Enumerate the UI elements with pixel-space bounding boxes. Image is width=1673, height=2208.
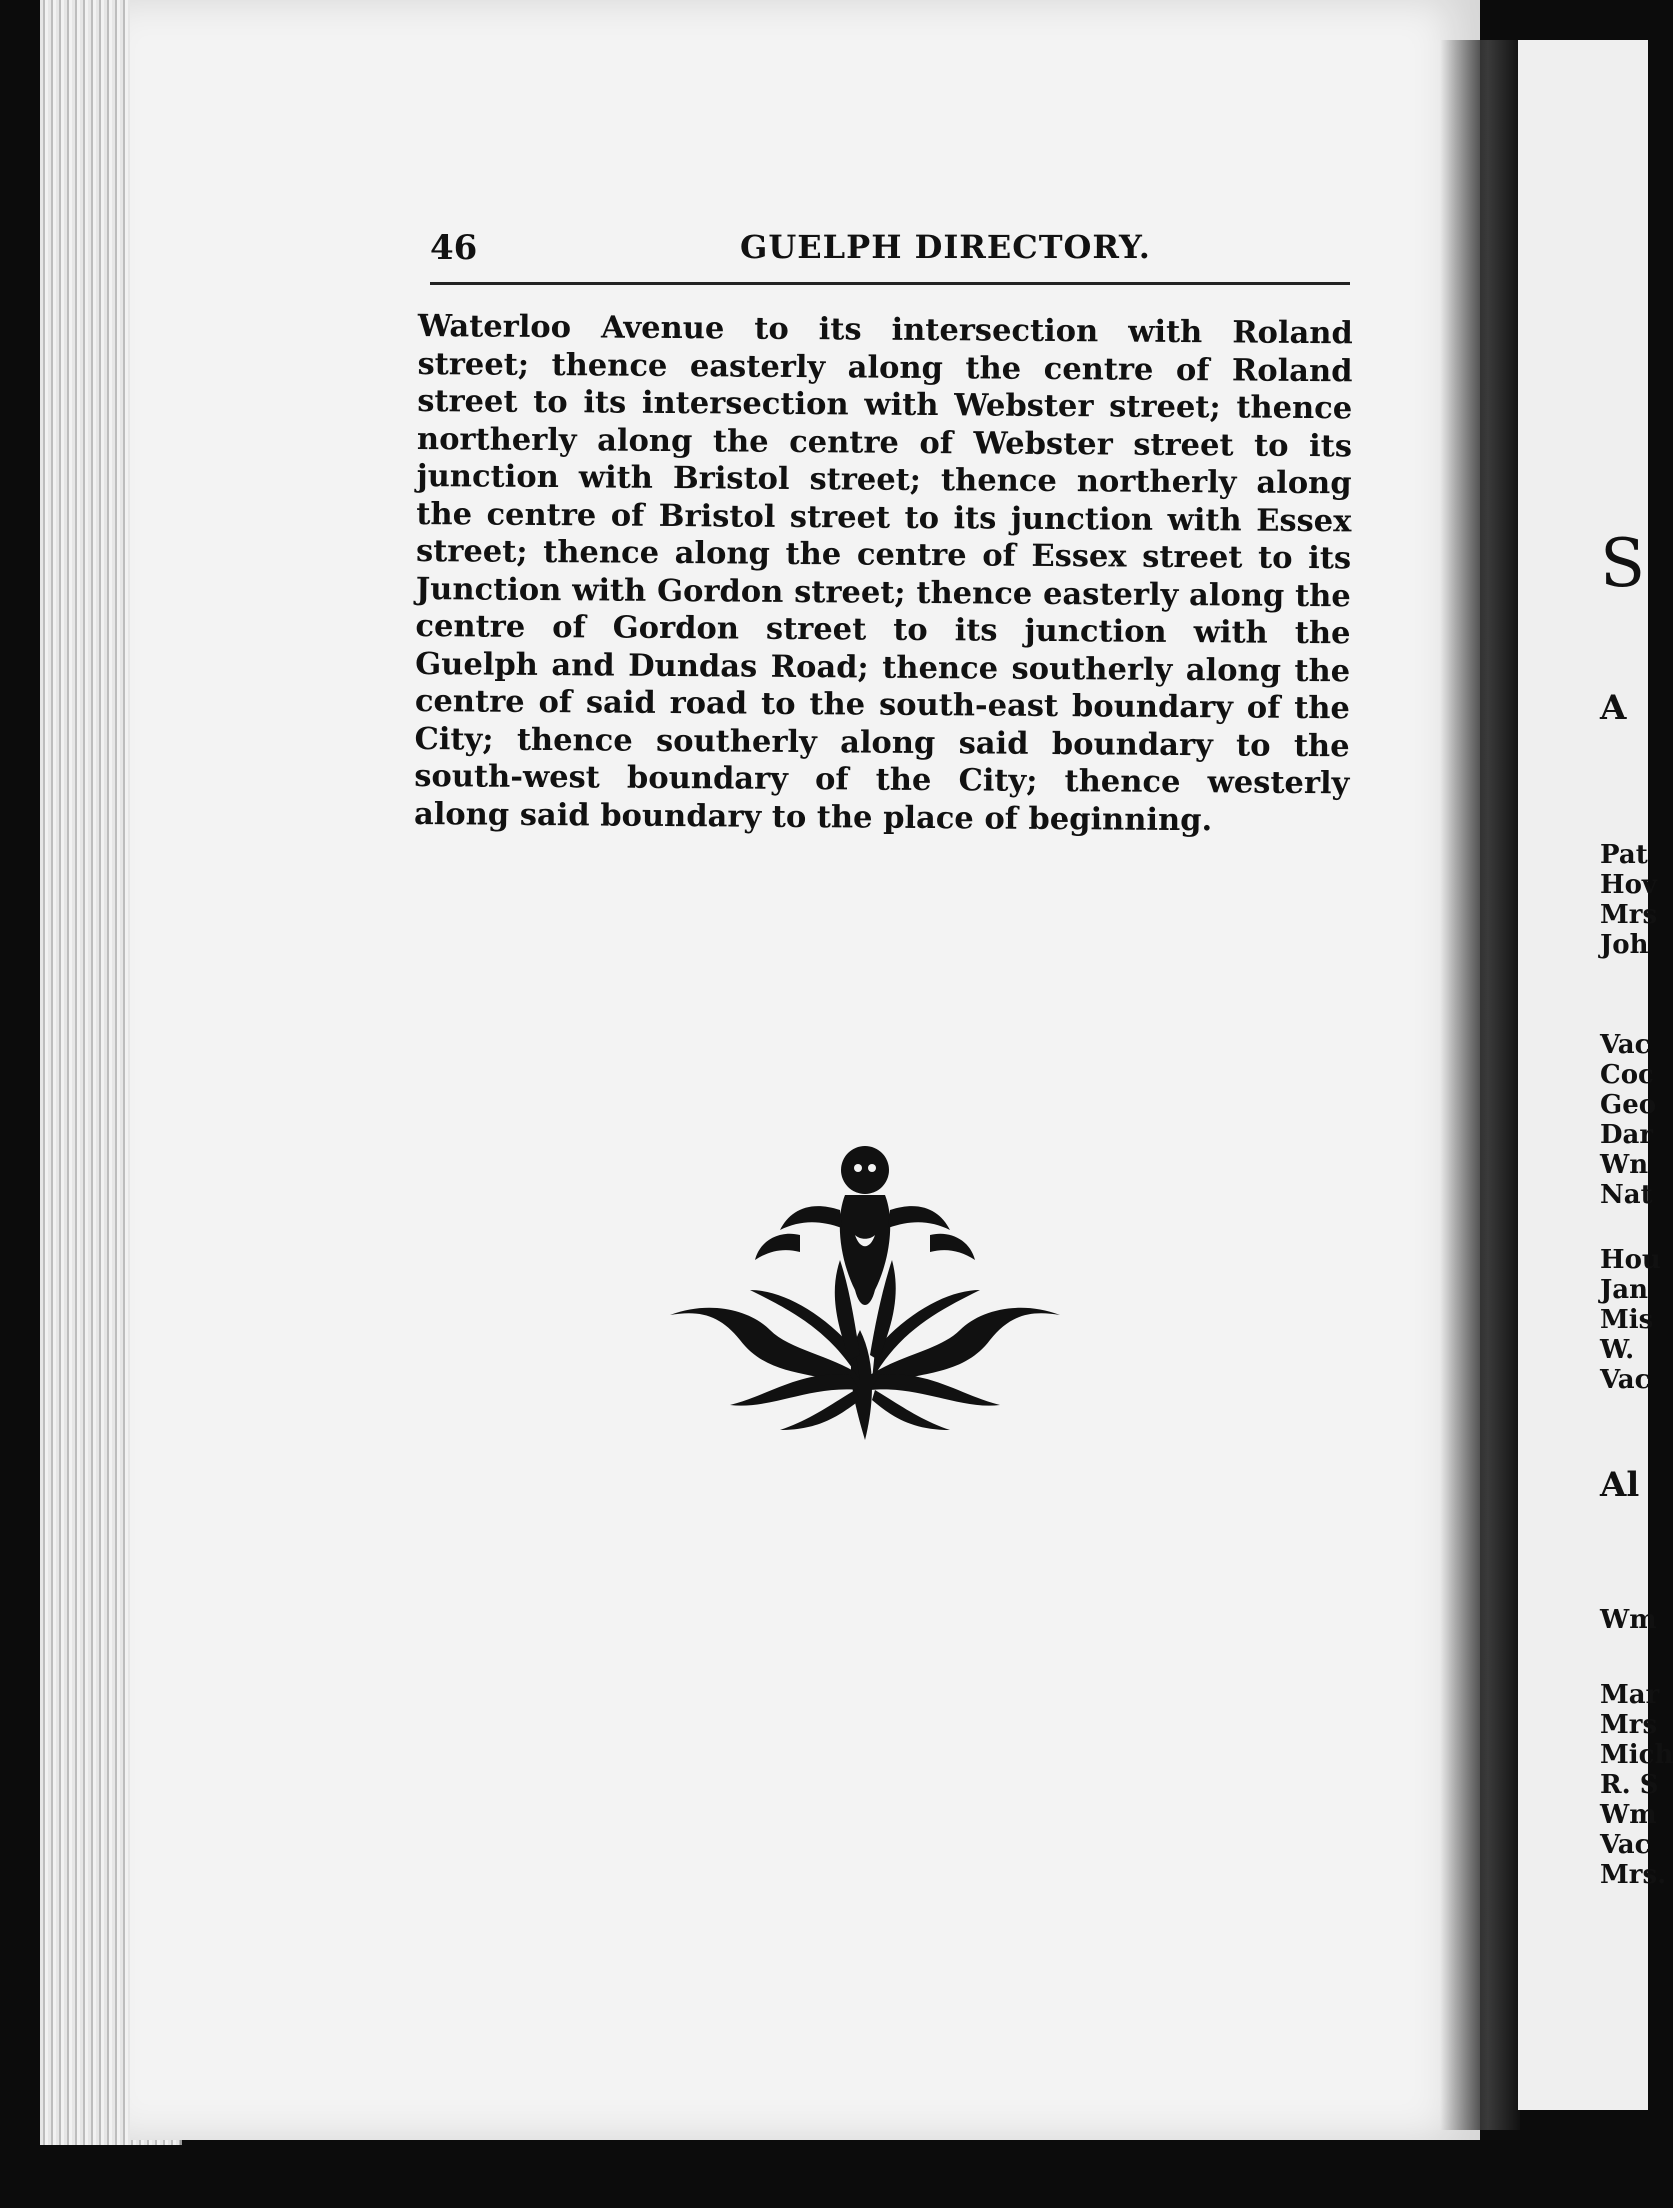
facing-page-line: Mich	[1600, 1740, 1673, 1770]
facing-page-line: Jan	[1600, 1275, 1649, 1305]
facing-page-line: R. S	[1600, 1770, 1659, 1800]
header-rule	[430, 282, 1350, 285]
facing-page-section: Al	[1600, 1465, 1640, 1505]
facing-page-line: Wm	[1600, 1800, 1657, 1830]
facing-page-line: Joh	[1600, 930, 1649, 960]
facing-page-line: Dar	[1600, 1120, 1654, 1150]
facing-page-line: Hou	[1600, 1245, 1661, 1275]
running-head	[430, 200, 1350, 270]
facing-page-line: Vac	[1600, 1030, 1651, 1060]
facing-page-line: Mrs.	[1600, 1860, 1667, 1890]
facing-page-line: Nat	[1600, 1180, 1653, 1210]
facing-page-line: Mar	[1600, 1680, 1660, 1710]
page-title: GUELPH DIRECTORY.	[740, 228, 1151, 266]
facing-page-line: Hov	[1600, 870, 1658, 900]
facing-page-line: Wm	[1600, 1605, 1657, 1635]
facing-page-line: Vac	[1600, 1365, 1651, 1395]
facing-page-line: Mrs	[1600, 1710, 1658, 1740]
facing-page-section: A	[1600, 688, 1627, 728]
facing-page-line: Wn	[1600, 1150, 1649, 1180]
boundary-description-paragraph: Waterloo Avenue to its intersection with Roland street; thence easterly along the centre of Roland street to its intersection with Webster street; thence northerly along the centre of Webster street to its junction with Bristol street; thence northerly along the centre of Bristol street to its junction with Essex street; thence along the centre of Essex street to its Junction with Gordon street; thence easterly along the centre of Gordon street to its junction with the Guelph and Dundas Road; thence southerly along the centre of said road to the south-east boundary of the City; thence southerly along said boundary to the south-west boundary of the City; thence westerly along said boundary to the place of beginning.	[413, 308, 1353, 838]
page-number: 46	[430, 228, 478, 268]
cherub-foliage-ornament-icon	[660, 1140, 1070, 1450]
facing-page-line: Vac	[1600, 1830, 1651, 1860]
facing-page-line: Mis	[1600, 1305, 1654, 1335]
facing-page-line: Geo	[1600, 1090, 1657, 1120]
facing-page-line: Pat	[1600, 840, 1648, 870]
facing-page-fragments	[1600, 0, 1673, 2208]
facing-page-line: Coc	[1600, 1060, 1654, 1090]
facing-page-line: Mrs	[1600, 900, 1658, 930]
facing-page-line: W.	[1600, 1335, 1635, 1365]
page-gutter	[1440, 40, 1520, 2130]
facing-page-initial: S	[1600, 525, 1646, 602]
